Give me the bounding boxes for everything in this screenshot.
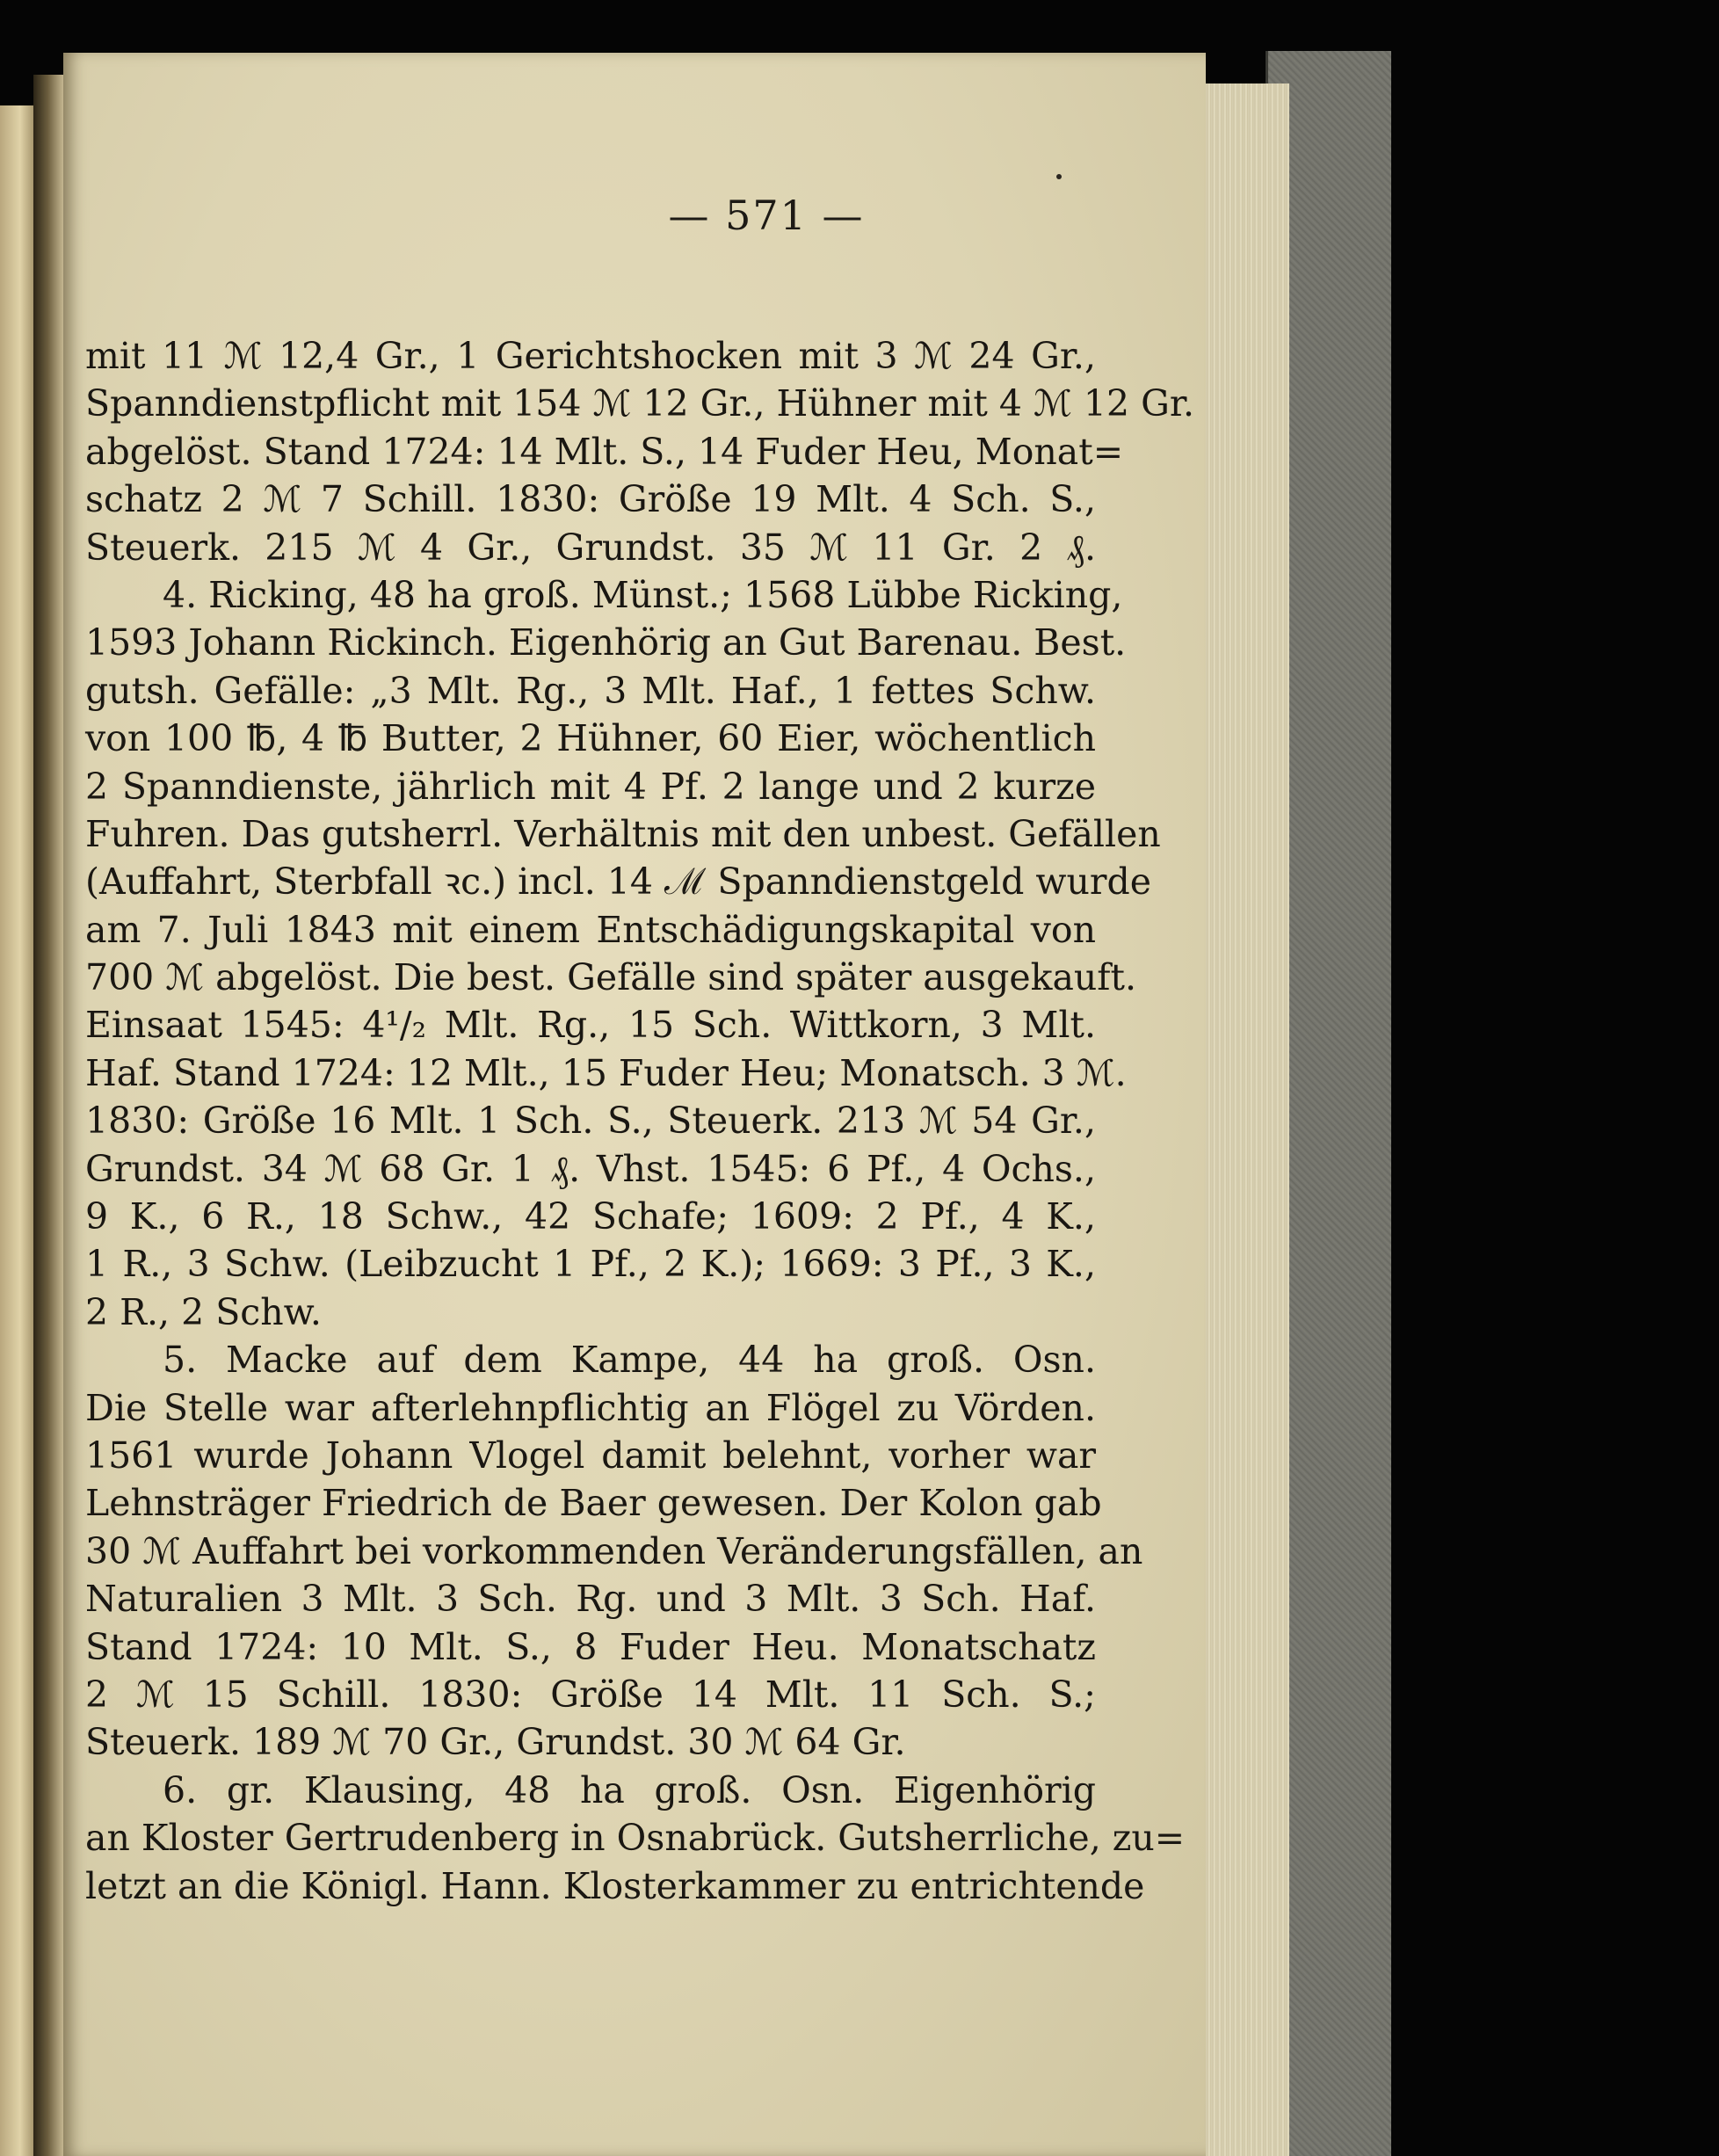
text-line: Naturalien 3 Mlt. 3 Sch. Rg. und 3 Mlt. 3 Sch. Haf. <box>85 1578 1096 1621</box>
binding-gutter <box>33 75 65 2156</box>
text-line: Steuerk. 215 ℳ 4 Gr., Grundst. 35 ℳ 11 Gr. 2 ₰. <box>85 526 1096 569</box>
page-number-text: — 571 — <box>668 192 865 239</box>
text-line: letzt an die Königl. Hann. Klosterkammer zu entrichtende <box>85 1864 1145 1907</box>
text-line: an Kloster Gertrudenberg in Osnabrück. Gutsherrliche, zu= <box>85 1817 1186 1860</box>
text-line: 2 ℳ 15 Schill. 1830: Größe 14 Mlt. 11 Sch. S.; <box>85 1673 1096 1716</box>
text-line: 1561 wurde Johann Vlogel damit belehnt, vorher war <box>85 1434 1096 1477</box>
text-line: Lehnsträger Friedrich de Baer gewesen. Der Kolon gab <box>85 1482 1102 1525</box>
text-line: abgelöst. Stand 1724: 14 Mlt. S., 14 Fuder Heu, Monat= <box>85 430 1124 473</box>
text-line: gutsh. Gefälle: „3 Mlt. Rg., 3 Mlt. Haf., 1 fettes Schw. <box>85 669 1096 712</box>
text-line: 9 K., 6 R., 18 Schw., 42 Schafe; 1609: 2 Pf., 4 K., <box>85 1195 1096 1238</box>
page-number <box>63 192 1206 239</box>
text-line: 2 R., 2 Schw. <box>85 1290 322 1333</box>
text-line: 2 Spanndienste, jährlich mit 4 Pf. 2 lange und 2 kurze <box>85 765 1096 808</box>
text-line: mit 11 ℳ 12,4 Gr., 1 Gerichtshocken mit 3 ℳ 24 Gr., <box>85 335 1096 377</box>
text-line: Die Stelle war afterlehnpflichtig an Flögel zu Vörden. <box>85 1386 1096 1429</box>
text-line: Einsaat 1545: 4¹/₂ Mlt. Rg., 15 Sch. Wittkorn, 3 Mlt. <box>85 1004 1096 1047</box>
ink-speck <box>1056 174 1062 179</box>
book-page <box>63 53 1206 2156</box>
entry-heading-line: 4. Ricking, 48 ha groß. Münst.; 1568 Lübbe Ricking, <box>163 573 1123 616</box>
text-line: Haf. Stand 1724: 12 Mlt., 15 Fuder Heu; Monatsch. 3 ℳ. <box>85 1051 1127 1094</box>
text-line: Stand 1724: 10 Mlt. S., 8 Fuder Heu. Monatschatz <box>85 1625 1096 1668</box>
entry-heading-line: 6. gr. Klausing, 48 ha groß. Osn. Eigenhörig <box>163 1768 1096 1811</box>
page-block-edges <box>1204 83 1289 2156</box>
text-line: Grundst. 34 ℳ 68 Gr. 1 ₰. Vhst. 1545: 6 Pf., 4 Ochs., <box>85 1147 1096 1190</box>
text-line: 1593 Johann Rickinch. Eigenhörig an Gut Barenau. Best. <box>85 621 1127 664</box>
text-line: am 7. Juli 1843 mit einem Entschädigungskapital von <box>85 908 1096 951</box>
text-line: Steuerk. 189 ℳ 70 Gr., Grundst. 30 ℳ 64 Gr. <box>85 1721 906 1764</box>
text-line: 700 ℳ abgelöst. Die best. Gefälle sind später ausgekauft. <box>85 956 1136 999</box>
text-line: (Auffahrt, Sterbfall ꝛc.) incl. 14 ℳ Spanndienstgeld wurde <box>85 860 1152 904</box>
left-page-edge <box>0 105 33 2156</box>
text-line: 1830: Größe 16 Mlt. 1 Sch. S., Steuerk. 213 ℳ 54 Gr., <box>85 1100 1096 1143</box>
text-line: 30 ℳ Auffahrt bei vorkommenden Veränderungsfällen, an <box>85 1529 1143 1572</box>
text-line: Spanndienstpflicht mit 154 ℳ 12 Gr., Hühner mit 4 ℳ 12 Gr. <box>85 382 1194 425</box>
body-text <box>85 332 1194 1910</box>
text-line: schatz 2 ℳ 7 Schill. 1830: Größe 19 Mlt. 4 Sch. S., <box>85 478 1096 521</box>
text-line: 1 R., 3 Schw. (Leibzucht 1 Pf., 2 K.); 1669: 3 Pf., 3 K., <box>85 1243 1096 1286</box>
text-line: von 100 ℔, 4 ℔ Butter, 2 Hühner, 60 Eier, wöchentlich <box>85 717 1096 760</box>
text-line: Fuhren. Das gutsherrl. Verhältnis mit den unbest. Gefällen <box>85 812 1161 855</box>
entry-heading-line: 5. Macke auf dem Kampe, 44 ha groß. Osn. <box>163 1339 1096 1382</box>
